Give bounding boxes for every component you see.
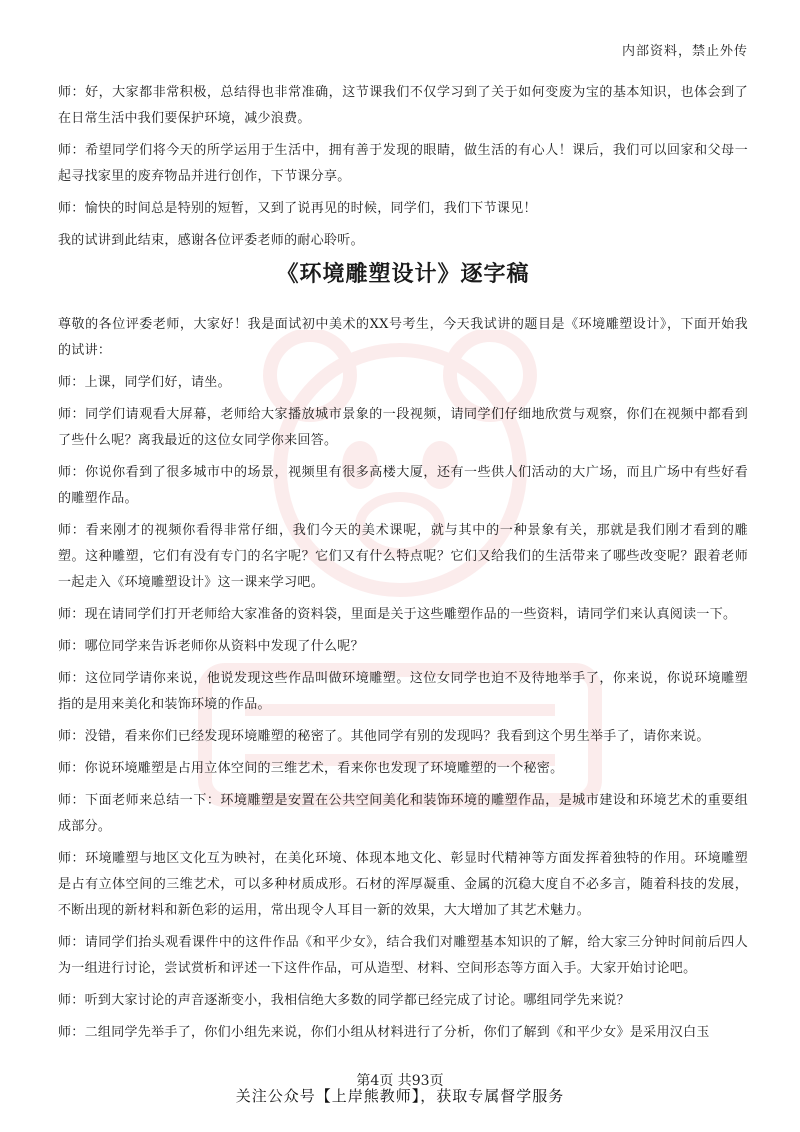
- transcript-content: [58, 80, 748, 1052]
- section-title: 《环境雕塑设计》逐字稿: [276, 262, 530, 287]
- paragraph: 师：哪位同学来告诉老师你从资料中发现了什么呢？: [58, 639, 364, 654]
- page-indicator: 第4页 共93页: [356, 1073, 444, 1089]
- paragraph: 师：上课，同学们好，请坐。: [58, 375, 231, 390]
- paragraph: 师：你说你看到了很多城市中的场景，视频里有很多高楼大厦，还有一些供人们活动的大广场，而且广场中有些好看的雕塑作品。: [58, 465, 748, 506]
- paragraph: 师：好，大家都非常积极，总结得也非常准确，这节课我们不仅学习到了关于如何变废为宝的基本知识，也体会到了在日常生活中我们要保护环境，减少浪费。: [58, 85, 748, 126]
- paragraph: 我的试讲到此结束，感谢各位评委老师的耐心聆听。: [58, 233, 364, 248]
- paragraph: 尊敬的各位评委老师，大家好！我是面试初中美术的XX号考生，今天我试讲的题目是《环境雕塑设计》，下面开始我的试讲：: [58, 317, 748, 358]
- paragraph: 师：现在请同学们打开老师给大家准备的资料袋，里面是关于这些雕塑作品的一些资料，请同学们来认真阅读一下。: [58, 607, 737, 622]
- paragraph: 师：下面老师来总结一下：环境雕塑是安置在公共空间美化和装饰环境的雕塑作品，是城市建设和环境艺术的重要组成部分。: [58, 793, 748, 834]
- paragraph: 师：没错，看来你们已经发现环境雕塑的秘密了。其他同学有别的发现吗？我看到这个男生举手了，请你来说。: [58, 729, 710, 744]
- paragraph: 师：希望同学们将今天的所学运用于生活中，拥有善于发现的眼睛，做生活的有心人！课后，我们可以回家和父母一起寻找家里的废弃物品并进行创作，下节课分享。: [58, 143, 748, 184]
- paragraph: 师：这位同学请你来说，他说发现这些作品叫做环境雕塑。这位女同学也迫不及待地举手了，你来说，你说环境雕塑指的是用来美化和装饰环境的作品。: [58, 671, 748, 712]
- confidential-note: 内部资料，禁止外传: [621, 44, 748, 59]
- paragraph: 师：看来刚才的视频你看得非常仔细，我们今天的美术课呢，就与其中的一种景象有关，那就是我们刚才看到的雕塑。这种雕塑，它们有没有专门的名字呢？它们又有什么特点呢？它们又给我们的生活带来了哪些改变呢？跟着老师一起走入《环境雕塑设计》这一课来学习吧。: [58, 523, 748, 590]
- paragraph: 师：二组同学先举手了，你们小组先来说，你们小组从材料进行了分析，你们了解到《和平少女》是采用汉白玉: [58, 1025, 710, 1040]
- paragraph: 师：同学们请观看大屏幕，老师给大家播放城市景象的一段视频，请同学们仔细地欣赏与观察，你们在视频中都看到了些什么呢？离我最近的这位女同学你来回答。: [58, 407, 748, 448]
- paragraph: 师：请同学们抬头观看课件中的这件作品《和平少女》，结合我们对雕塑基本知识的了解，给大家三分钟时间前后四人为一组进行讨论，尝试赏析和评述一下这件作品，可从造型、材料、空间形态等方面入手。大家开始讨论吧。: [58, 935, 748, 976]
- paragraph: 师：你说环境雕塑是占用立体空间的三维艺术，看来你也发现了环境雕塑的一个秘密。: [58, 761, 564, 776]
- paragraph: 师：听到大家讨论的声音逐渐变小，我相信绝大多数的同学都已经完成了讨论。哪组同学先来说？: [58, 993, 630, 1008]
- paragraph: 师：环境雕塑与地区文化互为映衬，在美化环境、体现本地文化、彰显时代精神等方面发挥着独特的作用。环境雕塑是占有立体空间的三维艺术，可以多种材质成形。石材的浑厚凝重、金属的沉稳大度自不必多言，随着科技的发展，不断出现的新材料和新色彩的运用，常出现令人耳目一新的效果，大大增加了其艺术魅力。: [58, 851, 748, 918]
- paragraph: 师：愉快的时间总是特别的短暂，又到了说再见的时候，同学们，我们下节课见！: [58, 201, 537, 216]
- promo-line: 关注公众号【上岸熊教师】，获取专属督学服务: [235, 1087, 565, 1105]
